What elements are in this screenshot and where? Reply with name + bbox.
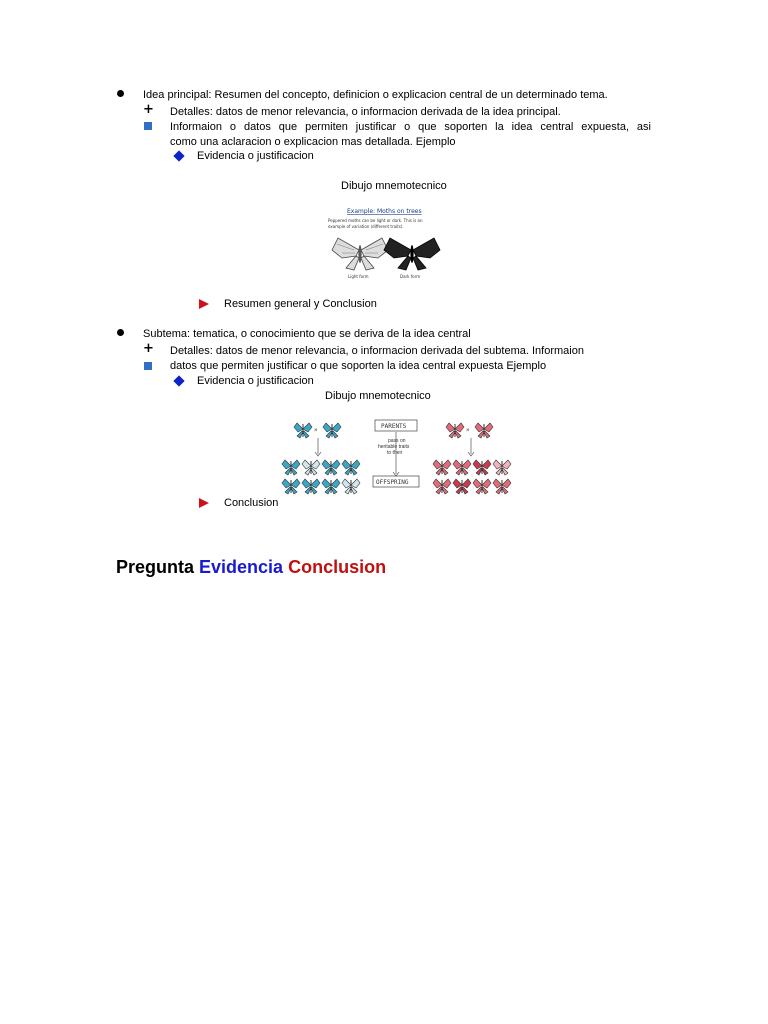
light-form-label: Light form (348, 274, 369, 279)
diamond-bullet-icon (173, 150, 184, 161)
conclusion-word: Conclusion (288, 557, 387, 577)
moth-illustration (322, 198, 444, 290)
moth-caption-line2: example of variation (different traits). (328, 224, 404, 229)
info-text: datos que permiten justificar o que soporten la idea central expuesta Ejemplo (170, 360, 547, 372)
red-arrow-icon (199, 299, 209, 309)
parents-label: PARENTS (381, 423, 407, 430)
red-arrow-icon (199, 498, 209, 508)
conclusion-text: Conclusion (224, 497, 279, 509)
mnemonic-drawing-label: Dibujo mnemotecnico (325, 390, 431, 402)
inheritance-illustration (280, 416, 516, 500)
info-text-line2: como una aclaracion o explicacion mas detallada. Ejemplo (170, 136, 456, 148)
details-text: Detalles: datos de menor relevancia, o informacion derivada del subtema. Informaion (170, 345, 584, 357)
dark-form-label: Dark form (400, 274, 421, 279)
main-idea-text: Idea principal: Resumen del concepto, definicion o explicacion central de un determinado tema. (143, 89, 608, 101)
square-bullet-icon (144, 362, 152, 370)
evidence-text: Evidencia o justificacion (197, 150, 314, 162)
moth-caption-line1: Peppered moths can be light or dark. This is an (328, 218, 423, 223)
blue-offspring-icon (282, 460, 360, 494)
evidencia-word: Evidencia (199, 557, 284, 577)
red-offspring-icon (433, 460, 511, 494)
svg-text:×: × (466, 428, 470, 434)
dark-moth-icon (384, 238, 440, 270)
red-parents-icon (446, 423, 493, 456)
plus-icon: + (143, 341, 154, 356)
heritable-traits-text: heritable traits (378, 444, 410, 450)
pass-on-text: pass on (388, 438, 406, 444)
pregunta-word: Pregunta (116, 557, 195, 577)
info-text-line1: Informaion o datos que permiten justificar o que soporten la idea central expuesta, asi (170, 121, 651, 133)
square-bullet-icon (144, 122, 152, 130)
diamond-bullet-icon (173, 375, 184, 386)
to-their-text: to their (387, 450, 403, 456)
parents-offspring-diagram (373, 420, 419, 487)
inheritance-figure (280, 416, 516, 500)
mnemonic-drawing-label: Dibujo mnemotecnico (341, 180, 447, 192)
moth-figure (322, 198, 444, 290)
offspring-label: OFFSPRING (376, 479, 409, 486)
bullet-dot-icon (117, 329, 124, 336)
evidence-text: Evidencia o justificacion (197, 375, 314, 387)
svg-text:×: × (314, 428, 318, 434)
pregunta-evidencia-conclusion-heading (116, 557, 386, 578)
summary-conclusion-text: Resumen general y Conclusion (224, 298, 377, 310)
subtopic-text: Subtema: tematica, o conocimiento que se deriva de la idea central (143, 328, 471, 340)
bullet-dot-icon (117, 90, 124, 97)
blue-parents-icon (294, 423, 341, 456)
details-text: Detalles: datos de menor relevancia, o informacion derivada de la idea principal. (170, 106, 561, 118)
moth-figure-title: Example: Moths on trees (347, 208, 422, 215)
light-moth-icon (332, 238, 388, 270)
plus-icon: + (143, 102, 154, 117)
